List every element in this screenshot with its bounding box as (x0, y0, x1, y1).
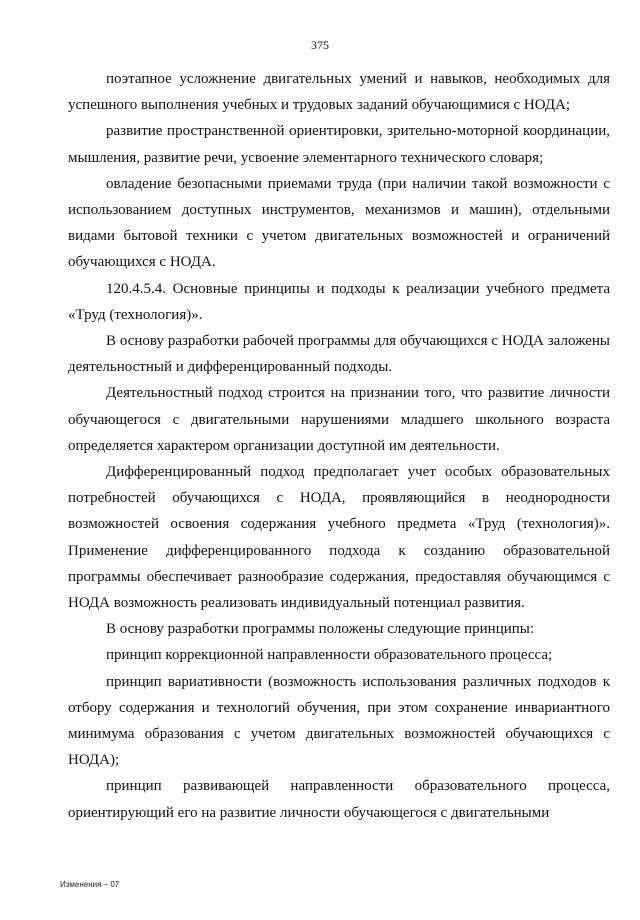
paragraph: поэтапное усложнение двигательных умений и навыков, необходимых для успешного выполнения учебных и трудовых заданий обучающимися с НОДА; (68, 71, 610, 114)
paragraph: Деятельностный подход строится на признании того, что развитие личности обучающегося с двигательными нарушениями младшего школьного возраста определяется характером организации доступной им деятельности. (68, 385, 610, 454)
document-body (68, 66, 610, 826)
paragraph: овладение безопасными приемами труда (при наличии такой возможности с использованием доступных инструментов, механизмов и машин), отдельными видами бытовой техники с учетом двигательных возможностей и ограничений обучающихся с НОДА. (68, 175, 610, 271)
page-footer: Изменения – 07 (60, 880, 120, 889)
section-heading-paragraph: 120.4.5.4. Основные принципы и подходы к реализации учебного предмета «Труд (технология)». (68, 280, 610, 323)
paragraph: принцип вариативности (возможность использования различных подходов к отбору содержания и технологий обучения, при этом сохранение инвариантного минимума образования с учетом двигательных возможностей обучающихся с НОДА); (68, 673, 610, 769)
paragraph: Дифференцированный подход предполагает учет особых образовательных потребностей обучающихся с НОДА, проявляющийся в неоднородности возможностей освоения содержания учебного предмета «Труд (технология)». Применение дифференцированного подхода к созданию образовательной программы обеспечивает разнообразие содержания, предоставляя обучающимся с НОДА возможность реализовать индивидуальный потенциал развития. (68, 464, 610, 612)
paragraph: В основу разработки программы положены следующие принципы: (106, 621, 535, 638)
paragraph: В основу разработки рабочей программы для обучающихся с НОДА заложены деятельностный и дифференцированный подходы. (68, 333, 610, 376)
page-number: 375 (311, 38, 329, 52)
paragraph: принцип развивающей направленности образовательного процесса, ориентирующий его на развитие личности обучающегося с двигательными (68, 778, 610, 821)
paragraph: принцип коррекционной направленности образовательного процесса; (106, 647, 553, 664)
paragraph: развитие пространственной ориентировки, зрительно-моторной координации, мышления, развитие речи, усвоение элементарного технического словаря; (68, 123, 610, 166)
